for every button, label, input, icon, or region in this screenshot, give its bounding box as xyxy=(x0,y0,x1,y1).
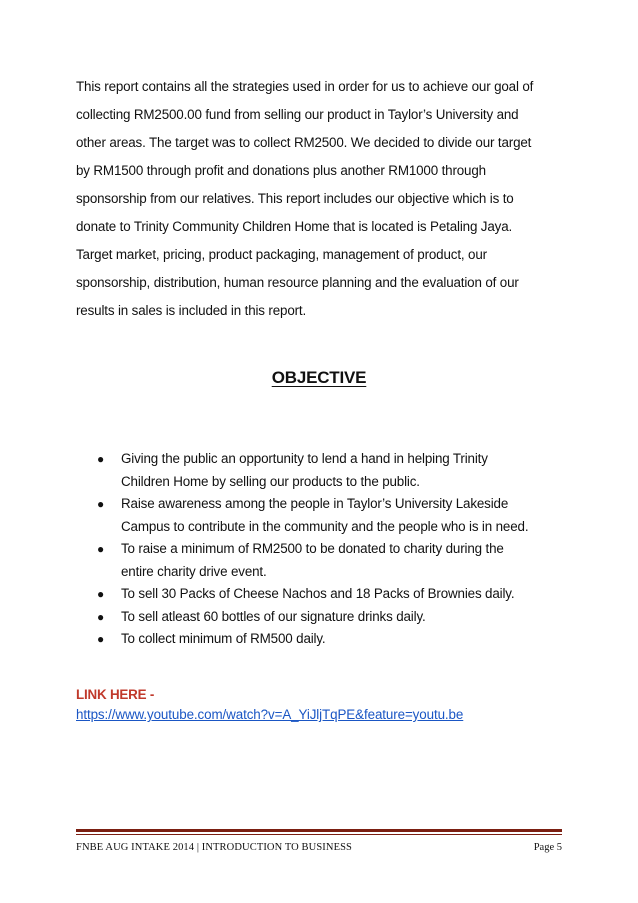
objective-item xyxy=(93,628,563,651)
objective-line: To sell atleast 60 bottles of our signature drinks daily. xyxy=(121,608,426,624)
intro-line: Target market, pricing, product packaging, management of product, our xyxy=(76,247,487,262)
footer-course-title: FNBE AUG INTAKE 2014 | INTRODUCTION TO BUSINESS xyxy=(76,842,352,853)
objective-list xyxy=(93,448,563,651)
intro-line: sponsorship, distribution, human resource planning and the evaluation of our xyxy=(76,275,519,290)
objective-item xyxy=(93,493,563,538)
intro-line: by RM1500 through profit and donations plus another RM1000 through xyxy=(76,163,486,178)
objective-line: To collect minimum of RM500 daily. xyxy=(121,631,326,646)
intro-line: This report contains all the strategies used in order for us to achieve our goal of xyxy=(76,79,534,94)
objective-line: Campus to contribute in the community and the people who is in need. xyxy=(121,518,529,534)
intro-line: sponsorship from our relatives. This report includes our objective which is to xyxy=(76,191,514,206)
objective-item xyxy=(93,448,563,493)
objective-item xyxy=(93,538,563,583)
footer-divider-thin xyxy=(76,834,562,835)
link-label: LINK HERE - xyxy=(76,687,155,702)
objective-item xyxy=(93,583,563,606)
bullet-icon: ● xyxy=(97,452,105,466)
objective-line: To raise a minimum of RM2500 to be donated to charity during the xyxy=(121,541,504,556)
bullet-icon: ● xyxy=(97,497,105,511)
objective-line: Raise awareness among the people in Taylor’s University Lakeside xyxy=(121,496,509,511)
intro-paragraph xyxy=(76,73,568,325)
intro-line: results in sales is included in this report. xyxy=(76,303,307,318)
objective-item xyxy=(93,606,563,629)
intro-line: collecting RM2500.00 fund from selling our product in Taylor’s University and xyxy=(76,107,519,122)
objective-line: entire charity drive event. xyxy=(121,563,267,579)
objective-line: To sell 30 Packs of Cheese Nachos and 18 Packs of Brownies daily. xyxy=(121,586,515,601)
intro-line: other areas. The target was to collect RM2500. We decided to divide our target xyxy=(76,135,532,150)
footer-divider xyxy=(76,829,562,832)
intro-line: donate to Trinity Community Children Home that is located is Petaling Jaya. xyxy=(76,219,513,234)
bullet-icon: ● xyxy=(97,587,105,601)
bullet-icon: ● xyxy=(97,542,105,556)
page-number: Page 5 xyxy=(533,842,562,853)
objective-heading: OBJECTIVE xyxy=(271,368,367,387)
bullet-icon: ● xyxy=(97,609,105,624)
youtube-link[interactable]: https://www.youtube.com/watch?v=A_YiJljTqPE&feature=youtu.be xyxy=(76,707,464,722)
objective-line: Children Home by selling our products to the public. xyxy=(121,473,420,489)
bullet-icon: ● xyxy=(97,632,105,646)
objective-line: Giving the public an opportunity to lend a hand in helping Trinity xyxy=(121,451,488,466)
